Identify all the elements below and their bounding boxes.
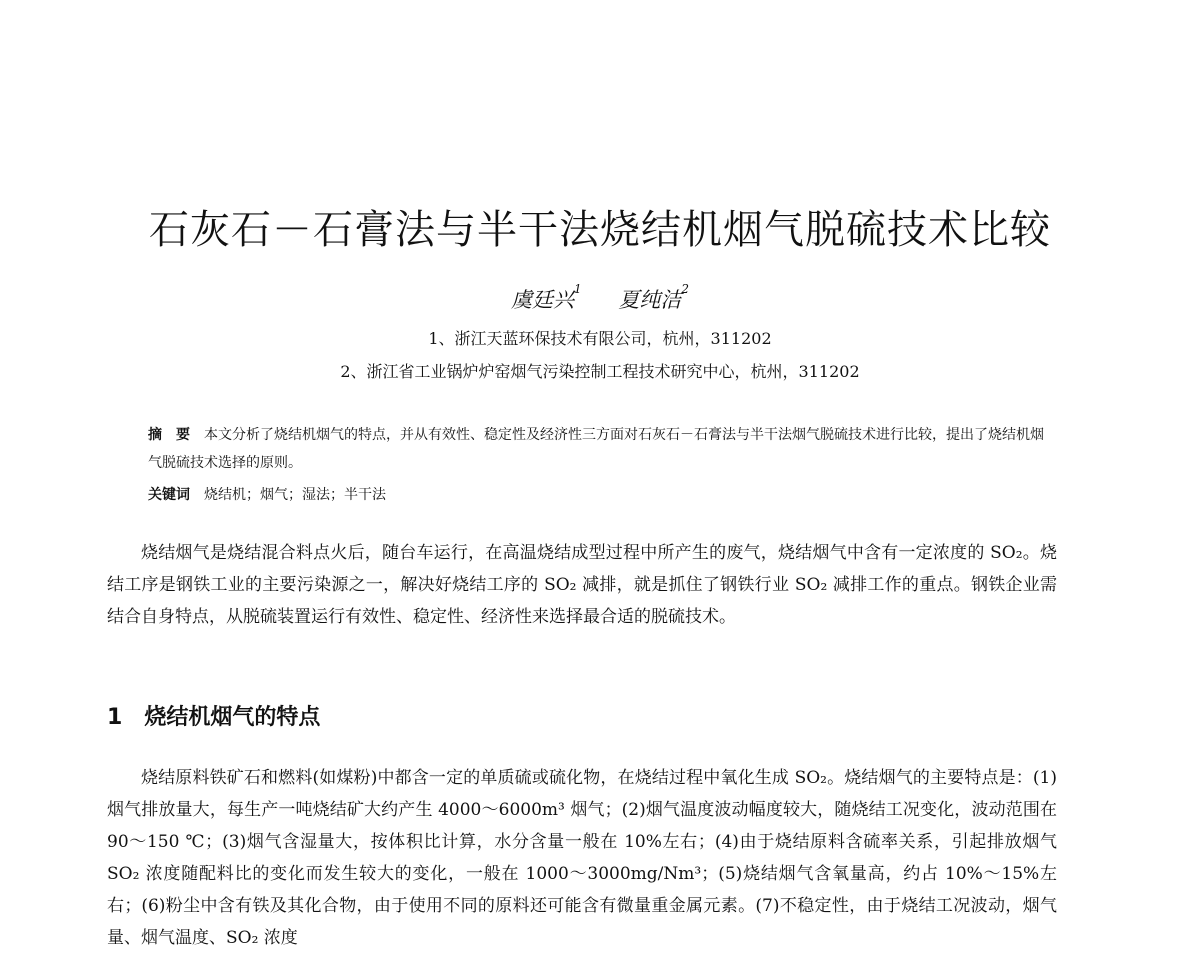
section-heading <box>107 700 320 731</box>
author-1 <box>511 282 582 312</box>
affiliation-1: 1、浙江天蓝环保技术有限公司，杭州，311202 <box>428 329 772 348</box>
section-title: 烧结机烟气的特点 <box>144 705 321 730</box>
abstract-label: 摘 要 <box>148 427 190 443</box>
section-number: 1 <box>107 705 123 730</box>
author-2 <box>618 282 689 312</box>
author-line <box>0 284 1200 314</box>
keywords <box>148 481 1048 509</box>
author-1-name: 虞廷兴 <box>511 288 575 312</box>
affiliation-2: 2、浙江省工业锅炉炉窑烟气污染控制工程技术研究中心，杭州，311202 <box>340 362 860 381</box>
intro-paragraph: 烧结烟气是烧结混合料点火后，随台车运行，在高温烧结成型过程中所产生的废气，烧结烟气中含有一定浓度的 SO₂。烧结工序是钢铁工业的主要污染源之一，解决好烧结工序的 SO₂ 减排，就是抓住了钢铁行业 SO₂ 减排工作的重点。钢铁企业需结合自身特点，从脱硫装置运行有效性、稳定性、经济性来选择最合适的脱硫技术。 <box>107 543 1057 627</box>
keywords-text: 烧结机；烟气；湿法；半干法 <box>204 487 386 503</box>
author-2-name: 夏纯洁 <box>618 288 682 312</box>
keywords-label: 关键词 <box>148 487 190 503</box>
paper-title: 石灰石－石膏法与半干法烧结机烟气脱硫技术比较 <box>149 207 1051 253</box>
author-1-affil-mark: 1 <box>574 282 582 296</box>
author-2-affil-mark: 2 <box>681 282 689 296</box>
abstract-text: 本文分析了烧结机烟气的特点，并从有效性、稳定性及经济性三方面对石灰石－石膏法与半干法烟气脱硫技术进行比较，提出了烧结机烟气脱硫技术选择的原则。 <box>148 427 1044 471</box>
abstract <box>148 421 1048 477</box>
section-paragraph: 烧结原料铁矿石和燃料(如煤粉)中都含一定的单质硫或硫化物，在烧结过程中氧化生成 SO₂。烧结烟气的主要特点是：(1)烟气排放量大，每生产一吨烧结矿大约产生 4000～6000m³ 烟气；(2)烟气温度波动幅度较大，随烧结工况变化，波动范围在 90～150 ℃；(3)烟气含湿量大，按体积比计算，水分含量一般在 10%左右；(4)由于烧结原料含硫率关系，引起排放烟气 SO₂ 浓度随配料比的变化而发生较大的变化，一般在 1000～3000mg/Nm³；(5)烧结烟气含氧量高，约占 10%～15%左右；(6)粉尘中含有铁及其化合物，由于使用不同的原料还可能含有微量重金属元素。(7)不稳定性，由于烧结工况波动，烟气量、烟气温度、SO₂ 浓度 <box>107 768 1057 948</box>
